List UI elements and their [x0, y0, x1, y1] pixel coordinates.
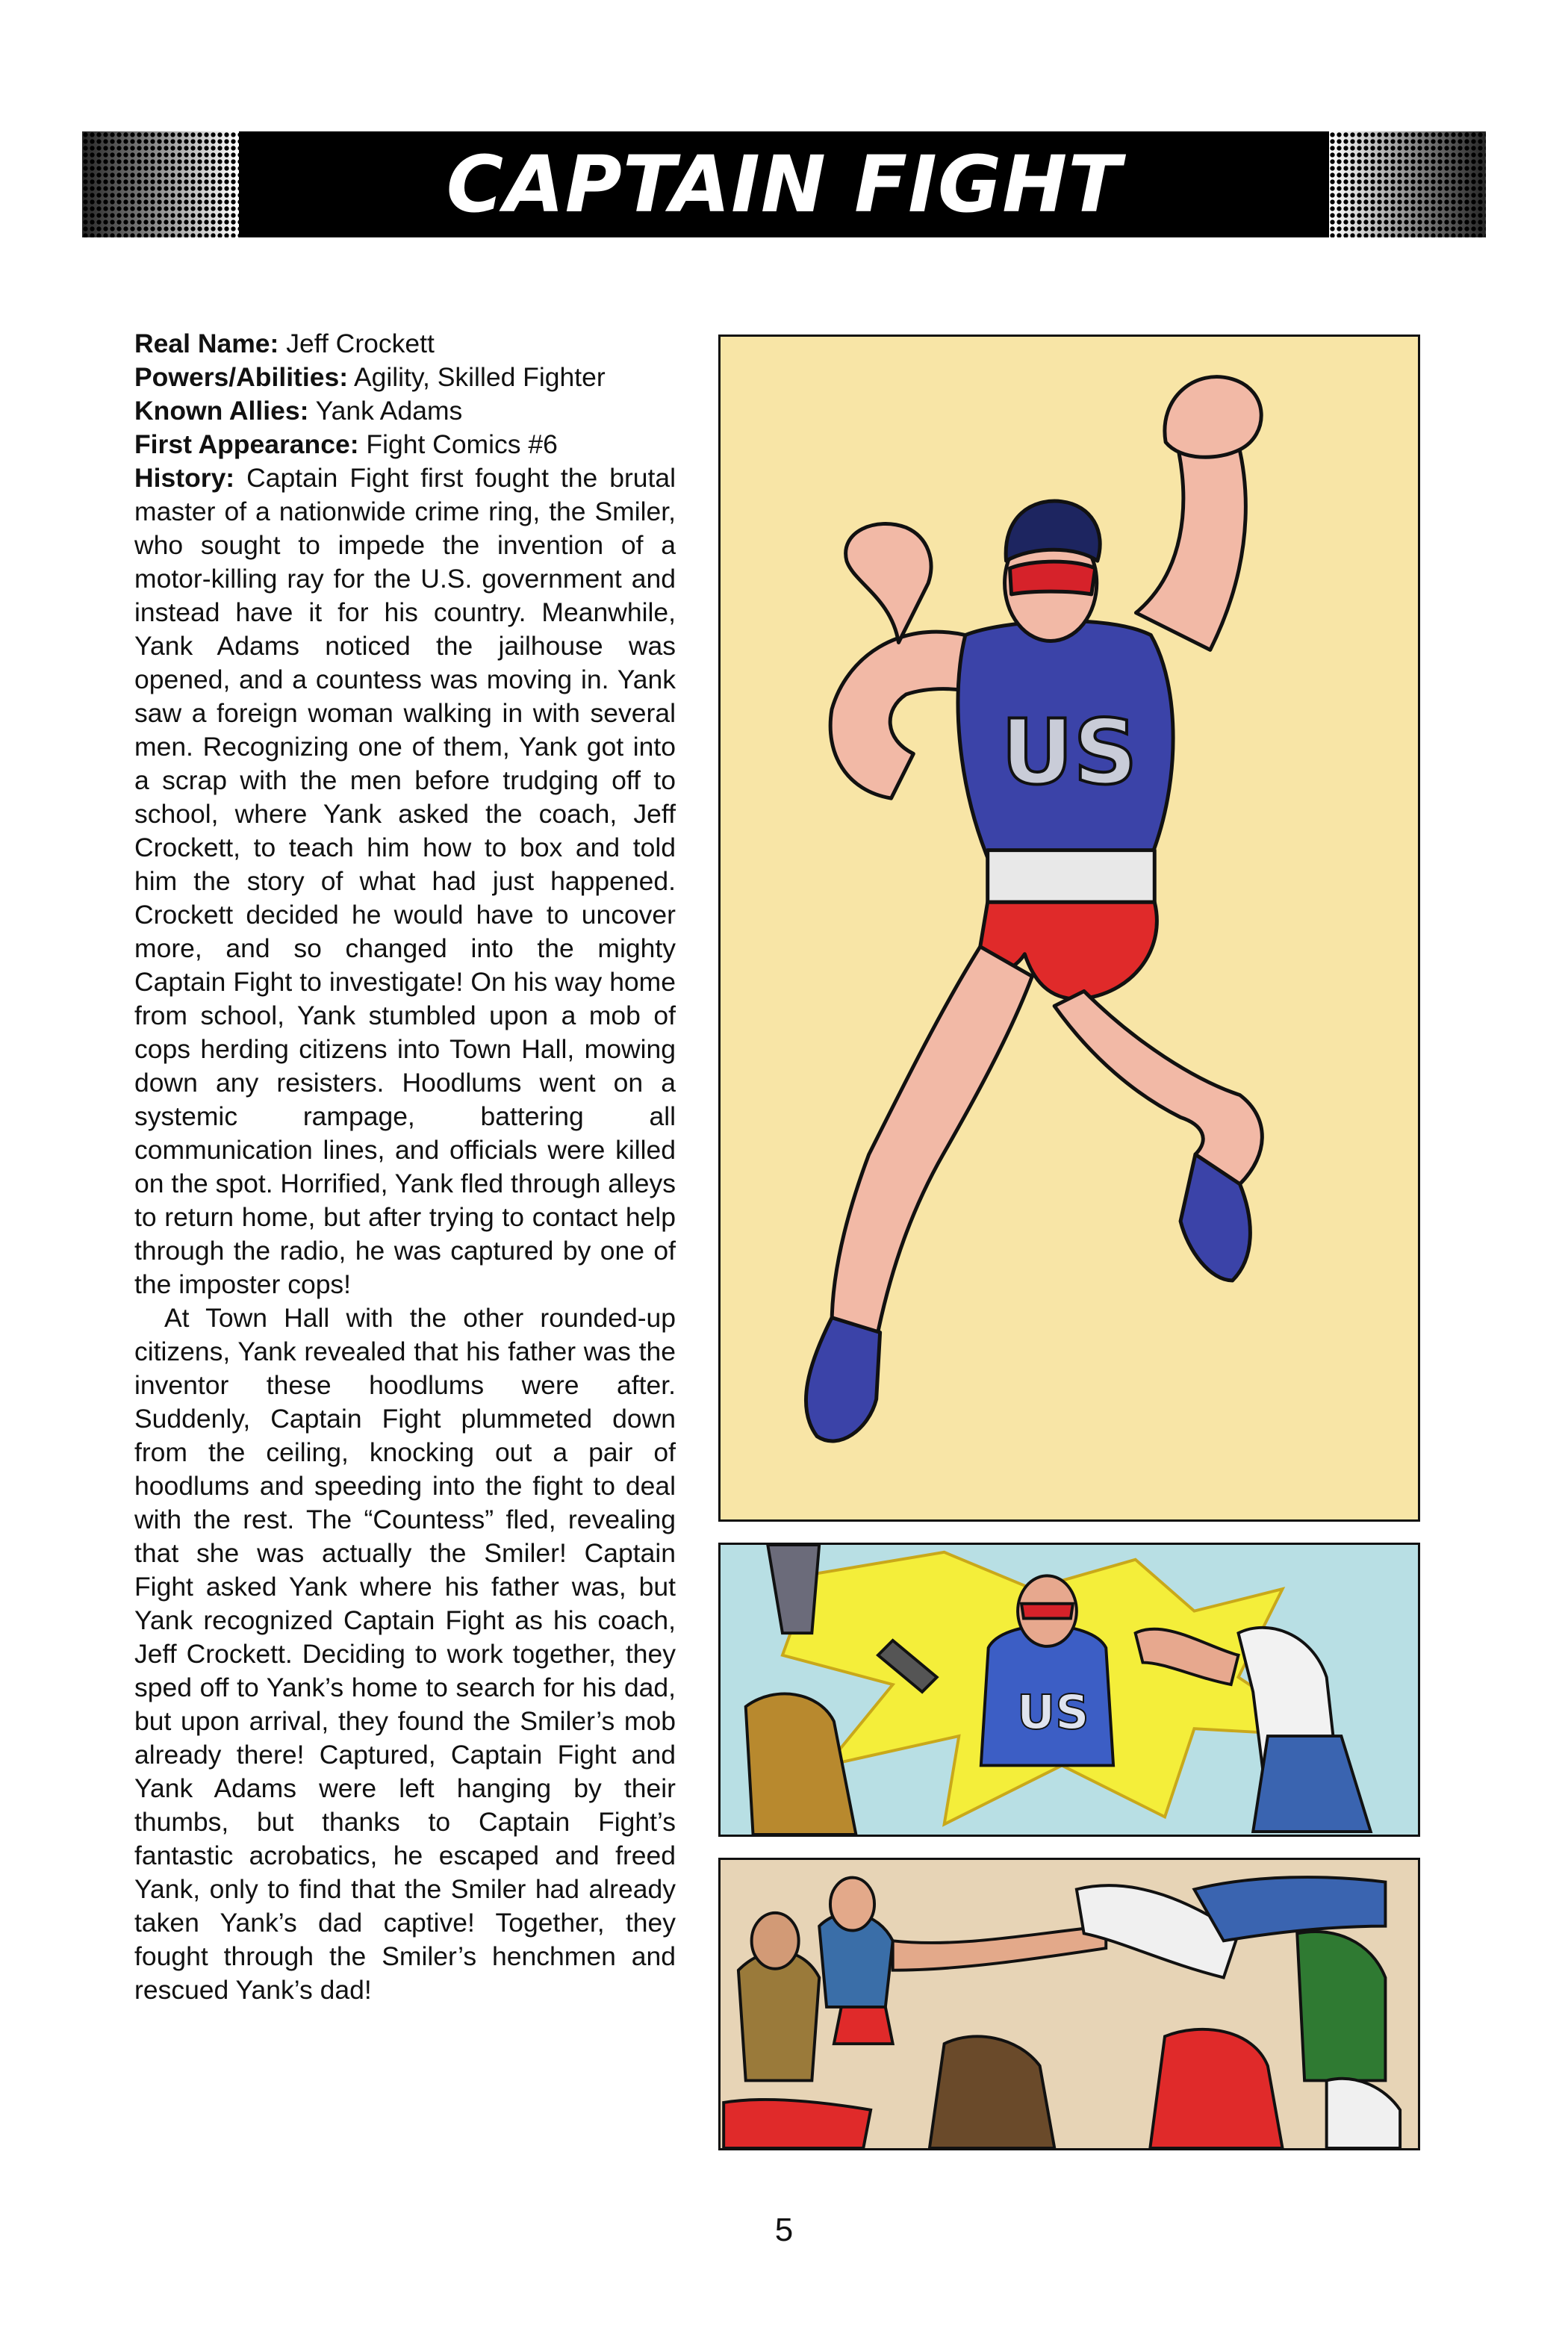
allies-label: Known Allies: [134, 396, 309, 426]
hero-figure [721, 337, 1418, 1519]
hero-chest-letters: US [1001, 701, 1138, 806]
history-label: History: [134, 463, 235, 493]
panel-3-art [721, 1860, 1418, 2148]
page-title: CAPTAIN FIGHT [446, 139, 1122, 230]
panel-2-art [721, 1545, 1418, 1835]
real-name-value: Jeff Crockett [279, 329, 435, 358]
history-paragraph-2: At Town Hall with the other rounded-up citizens, Yank revealed that his father was the inventor these hoodlums were after. Suddenly, Captain Fight plummeted down from the ceiling, knocking out a pair of hoodlums and speeding into the fight to deal with the rest. The “Countess” fled, revealing that she was actually the Smiler! Captain Fight asked Yank where his father was, but Yank recognized Captain Fight as his coach, Jeff Crockett. Deciding to work together, they sped off to Yank’s home to search for his dad, but upon arrival, they found the Smiler’s mob already there! Captured, Captain Fight and Yank Adams were left hanging by their thumbs, but thanks to Captain Fight’s fantastic acrobatics, he escaped and freed Yank, only to find that the Smiler had already taken Yank’s dad captive! Together, they fought through the Smiler’s henchmen and rescued Yank’s dad! [134, 1303, 676, 2005]
history-text-1: Captain Fight first fought the brutal master of a nationwide crime ring, the Smiler, who sought to impede the invention of a motor-killing ray for the U.S. government and instead have it for his country. Meanwhile, Yank Adams noticed the jailhouse was opened, and a countess was moving in. Yank saw a foreign woman walking in with several men. Recognizing one of them, Yank got into a scrap with the men before trudging off to school, where Yank asked the coach, Jeff Crockett, to teach him how to box and told him the story of what had just happened. Crockett decided he would have to uncover more, and so changed into the mighty Captain Fight to investigate! On his way home from school, Yank stumbled upon a mob of cops herding citizens into Town Hall, mowing down any resisters. Hoodlums went on a systemic rampage, battering all communication lines, and officials were killed on the spot. Horrified, Yank fled through alleys to return home, but after trying to contact help through the radio, he was captured by one of the imposter cops! [134, 463, 676, 1299]
first-appearance-line [134, 428, 676, 461]
powers-label: Powers/Abilities: [134, 362, 349, 392]
allies-line [134, 394, 676, 428]
panel2-chest-letters: US [1017, 1685, 1089, 1740]
profile-text [134, 327, 676, 2007]
first-appearance-label: First Appearance: [134, 429, 359, 459]
powers-value: Agility, Skilled Fighter [348, 362, 606, 392]
real-name-label: Real Name: [134, 329, 279, 358]
hero-illustration [718, 335, 1420, 1522]
page-number: 5 [774, 2212, 794, 2248]
allies-value: Yank Adams [308, 396, 463, 426]
real-name-line [134, 327, 676, 361]
history-paragraph-1 [134, 461, 676, 1301]
comic-panel-brawl-scene [718, 1858, 1420, 2150]
title-banner [82, 131, 1486, 237]
powers-line [134, 361, 676, 394]
first-appearance-value: Fight Comics #6 [358, 429, 558, 459]
comic-panel-fight-scene [718, 1543, 1420, 1837]
